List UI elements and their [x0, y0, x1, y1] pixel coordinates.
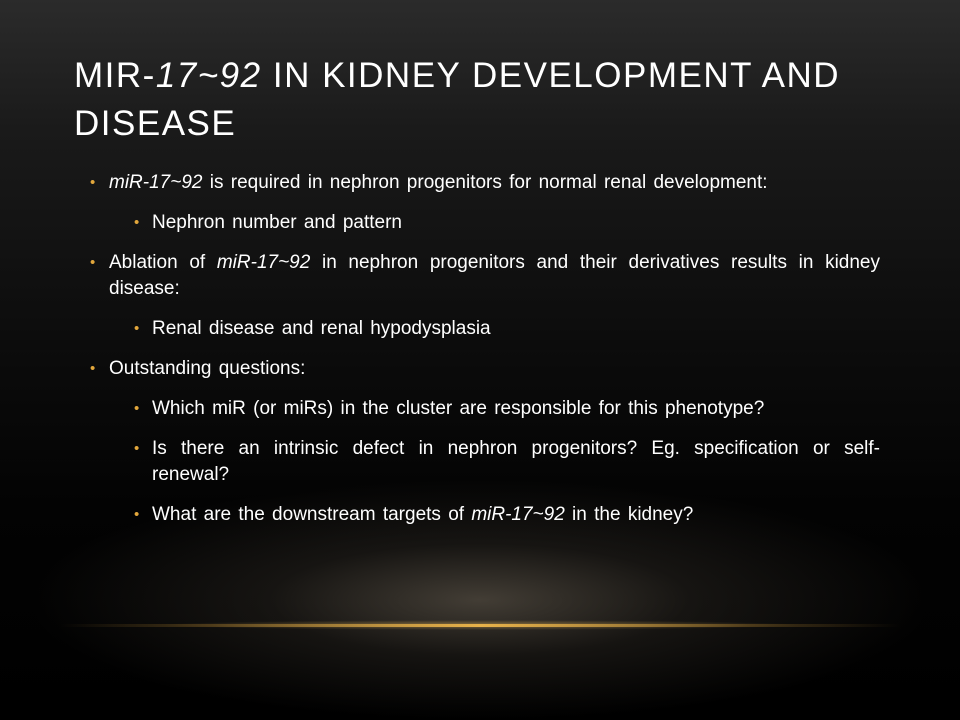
- bullet-dot-icon: •: [134, 400, 140, 417]
- bullet-dot-icon: •: [134, 506, 140, 523]
- sub-bullet-item-3-2: [90, 436, 880, 488]
- sub-bullet-item-3-3: [90, 502, 880, 528]
- bullet-item-1: [90, 170, 880, 196]
- bullet-text: Renal disease and renal hypodysplasia: [152, 318, 491, 339]
- bullet-text-pre: Ablation of: [109, 252, 217, 273]
- bullet-text: Is there an intrinsic defect in nephron progenitors? Eg. specification or self-renewal?: [152, 438, 880, 485]
- bullet-text: Nephron number and pattern: [152, 212, 402, 233]
- bullet-list: [90, 170, 880, 542]
- sub-bullet-item-1-1: [90, 210, 880, 236]
- bullet-dot-icon: •: [134, 440, 140, 457]
- title-italic: 17~92: [155, 56, 262, 95]
- sub-bullet-item-3-1: [90, 396, 880, 422]
- title-suffix: IN KIDNEY DEVELOPMENT AND DISEASE: [74, 56, 841, 143]
- bullet-text: is required in nephron progenitors for normal renal development:: [202, 172, 768, 193]
- bullet-dot-icon: •: [134, 320, 140, 337]
- bullet-dot-icon: •: [134, 214, 140, 231]
- bullet-dot-icon: •: [90, 254, 96, 271]
- bullet-text-post: in the kidney?: [564, 504, 694, 525]
- bullet-text: Outstanding questions:: [109, 358, 306, 379]
- sub-bullet-item-2-1: [90, 316, 880, 342]
- bullet-text-post: in nephron progenitors and their derivatives results in kidney disease:: [109, 252, 880, 299]
- bullet-text-pre: What are the downstream targets of: [152, 504, 472, 525]
- bullet-item-3: [90, 356, 880, 382]
- mirna-name: miR-17~92: [109, 172, 203, 193]
- bullet-item-2: [90, 250, 880, 302]
- mirna-name: miR-17~92: [216, 252, 311, 273]
- slide-title: [74, 52, 874, 148]
- mirna-name: miR-17~92: [471, 504, 565, 525]
- bullet-dot-icon: •: [90, 360, 96, 377]
- bullet-text: Which miR (or miRs) in the cluster are responsible for this phenotype?: [152, 398, 765, 419]
- accent-line: [60, 624, 900, 627]
- bullet-dot-icon: •: [90, 174, 96, 191]
- title-prefix: MIR-: [74, 56, 156, 95]
